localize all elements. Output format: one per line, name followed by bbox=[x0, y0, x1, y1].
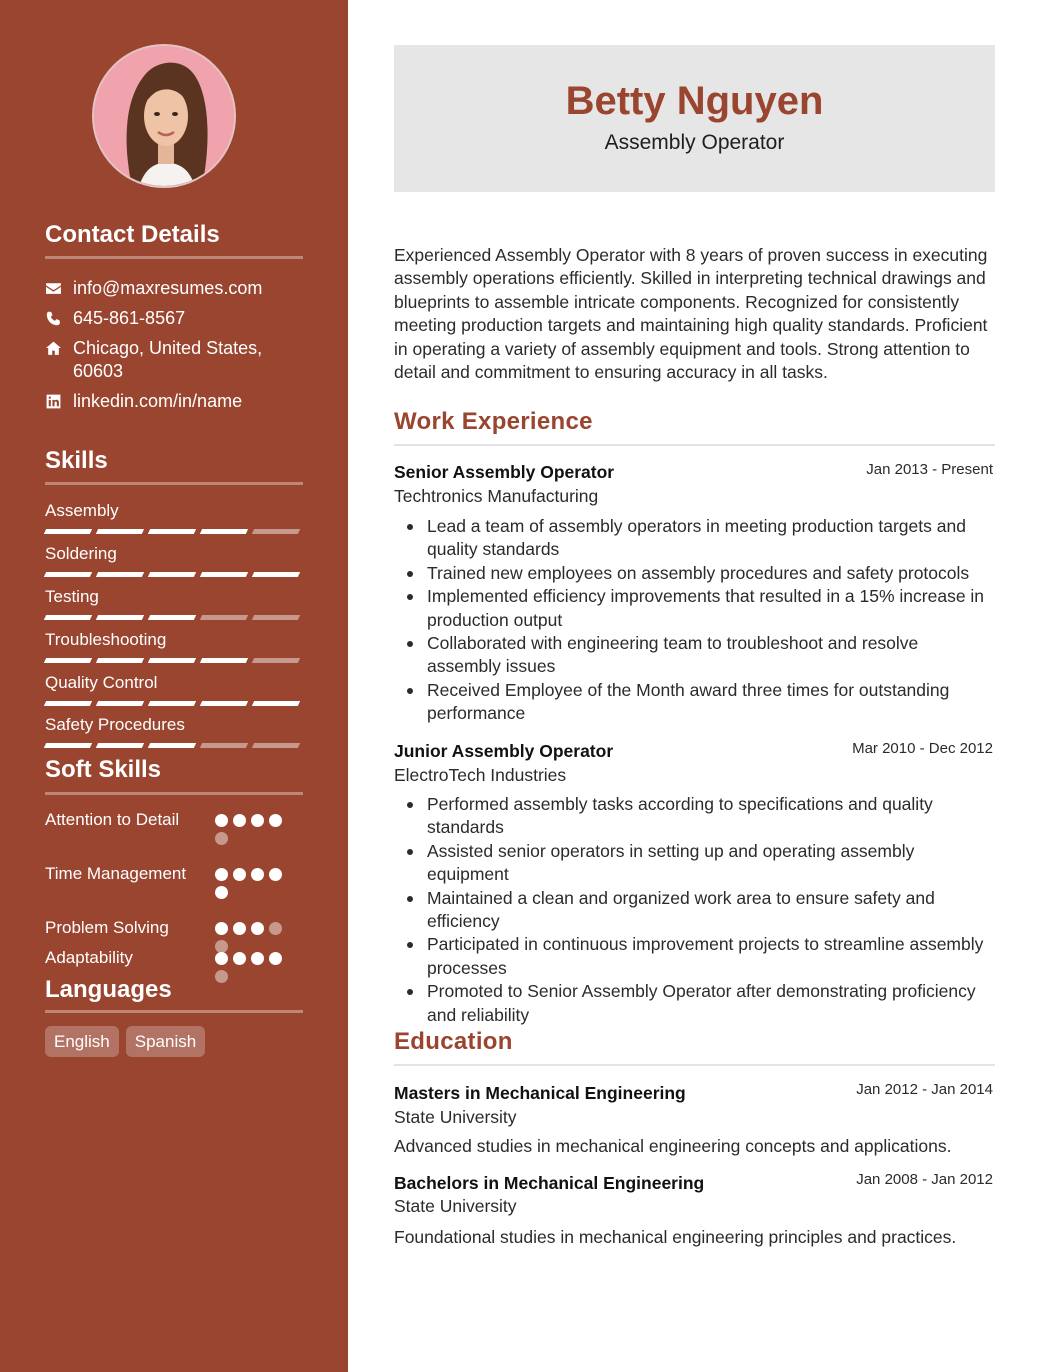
list-item: Implemented efficiency improvements that resulted in a 15% increase in production output bbox=[394, 585, 995, 632]
skill-item bbox=[45, 543, 303, 577]
email-text: info@maxresumes.com bbox=[73, 278, 263, 298]
home-icon bbox=[45, 337, 73, 360]
skill-bar-filled bbox=[96, 572, 144, 577]
work-divider bbox=[394, 444, 995, 446]
avatar bbox=[92, 44, 236, 188]
skill-bar-filled bbox=[44, 658, 92, 663]
rating-dot-empty bbox=[215, 832, 228, 845]
skill-bar-filled bbox=[148, 701, 196, 706]
skill-bar-filled bbox=[96, 743, 144, 748]
degree-dates: Jan 2008 - Jan 2012 bbox=[856, 1171, 993, 1188]
rating-dot-filled bbox=[251, 814, 264, 827]
soft-skill-rating bbox=[215, 946, 290, 983]
skill-bar-filled bbox=[148, 743, 196, 748]
skill-bar-filled bbox=[96, 529, 144, 534]
skill-name: Quality Control bbox=[45, 673, 158, 692]
skill-item bbox=[45, 629, 303, 663]
skill-bar-empty bbox=[252, 658, 300, 663]
degree-description: Advanced studies in mechanical engineering concepts and applications. bbox=[394, 1136, 952, 1156]
skill-name: Soldering bbox=[45, 544, 117, 563]
rating-dot-filled bbox=[215, 922, 228, 935]
languages-list bbox=[45, 1026, 205, 1057]
skill-bar-filled bbox=[44, 615, 92, 620]
linkedin-icon bbox=[45, 390, 73, 413]
skill-name: Assembly bbox=[45, 501, 119, 520]
contact-linkedin[interactable] bbox=[45, 390, 305, 413]
rating-dot-filled bbox=[251, 868, 264, 881]
skill-bar-filled bbox=[44, 701, 92, 706]
rating-dot-filled bbox=[233, 868, 246, 881]
rating-dot-filled bbox=[215, 814, 228, 827]
skill-bar-empty bbox=[252, 529, 300, 534]
skill-bar-filled bbox=[96, 615, 144, 620]
languages-divider bbox=[45, 1010, 303, 1013]
skill-level-bar bbox=[45, 572, 303, 577]
degree-title: Masters in Mechanical Engineering bbox=[394, 1083, 686, 1103]
skill-bar-empty bbox=[252, 615, 300, 620]
contact-phone[interactable] bbox=[45, 307, 305, 330]
soft-skill-name: Adaptability bbox=[45, 948, 133, 967]
skill-item bbox=[45, 500, 303, 534]
school-name: State University bbox=[394, 1196, 517, 1216]
list-item: Promoted to Senior Assembly Operator after demonstrating proficiency and reliability bbox=[394, 980, 995, 1027]
job-bullets bbox=[394, 515, 995, 726]
job-dates: Mar 2010 - Dec 2012 bbox=[852, 740, 993, 757]
degree-dates: Jan 2012 - Jan 2014 bbox=[856, 1081, 993, 1098]
job-title: Senior Assembly Operator bbox=[394, 462, 615, 482]
skill-bar-empty bbox=[200, 615, 248, 620]
job-title: Junior Assembly Operator bbox=[394, 741, 614, 761]
skill-bar-filled bbox=[148, 529, 196, 534]
skill-name: Safety Procedures bbox=[45, 715, 185, 734]
list-item: Lead a team of assembly operators in meeting production targets and quality standards bbox=[394, 515, 995, 562]
address-line2: 60603 bbox=[73, 361, 124, 381]
skill-bar-filled bbox=[44, 743, 92, 748]
skill-level-bar bbox=[45, 615, 303, 620]
rating-dot-filled bbox=[233, 952, 246, 965]
rating-dot-filled bbox=[215, 868, 228, 881]
candidate-role: Assembly Operator bbox=[604, 131, 785, 154]
phone-text: 645-861-8567 bbox=[73, 308, 186, 328]
rating-dot-filled bbox=[215, 952, 228, 965]
rating-dot-filled bbox=[215, 886, 228, 899]
skill-level-bar bbox=[45, 529, 303, 534]
address-line1: Chicago, United States, bbox=[73, 338, 263, 358]
education-divider bbox=[394, 1064, 995, 1066]
contact-email[interactable] bbox=[45, 277, 305, 300]
skills-divider bbox=[45, 482, 303, 485]
skill-bar-filled bbox=[200, 572, 248, 577]
skill-bar-filled bbox=[96, 658, 144, 663]
contact-address bbox=[45, 337, 305, 383]
linkedin-text: linkedin.com/in/name bbox=[73, 391, 243, 411]
skill-name: Testing bbox=[45, 587, 99, 606]
skill-bar-filled bbox=[148, 572, 196, 577]
work-section-title: Work Experience bbox=[394, 408, 593, 435]
profile-photo bbox=[94, 46, 236, 188]
profile-summary: Experienced Assembly Operator with 8 years of proven success in executing assembly operations efficiently. Skilled in interpreting technical drawings and blueprints to assemble intricate components. Recognized for consistently meeting production targets and maintaining high quality standards. Proficient in operating a variety of assembly equipment and tools. Strong attention to detail and commitment to ensuring accuracy in all tasks. bbox=[394, 245, 988, 383]
soft-skills-section-title: Soft Skills bbox=[45, 756, 162, 783]
phone-icon bbox=[45, 307, 73, 330]
job-company: ElectroTech Industries bbox=[394, 765, 567, 785]
skill-bar-filled bbox=[44, 529, 92, 534]
skill-name: Troubleshooting bbox=[45, 630, 167, 649]
skill-level-bar bbox=[45, 701, 303, 706]
rating-dot-filled bbox=[251, 922, 264, 935]
language-tag: English bbox=[45, 1026, 119, 1057]
soft-skill-name: Attention to Detail bbox=[45, 810, 180, 829]
rating-dot-filled bbox=[251, 952, 264, 965]
skill-bar-filled bbox=[252, 572, 300, 577]
skills-section-title: Skills bbox=[45, 447, 108, 474]
job-dates: Jan 2013 - Present bbox=[866, 461, 993, 478]
rating-dot-empty bbox=[215, 970, 228, 983]
sidebar bbox=[0, 0, 348, 1372]
skill-item bbox=[45, 586, 303, 620]
education-section-title: Education bbox=[394, 1028, 513, 1055]
envelope-icon bbox=[45, 277, 73, 300]
skill-bar-filled bbox=[148, 658, 196, 663]
skill-bar-empty bbox=[252, 743, 300, 748]
list-item: Performed assembly tasks according to specifications and quality standards bbox=[394, 793, 995, 840]
skill-bar-filled bbox=[200, 529, 248, 534]
school-name: State University bbox=[394, 1107, 517, 1127]
list-item: Collaborated with engineering team to troubleshoot and resolve assembly issues bbox=[394, 632, 995, 679]
skill-level-bar bbox=[45, 743, 303, 748]
rating-dot-filled bbox=[269, 868, 282, 881]
list-item: Received Employee of the Month award three times for outstanding performance bbox=[394, 679, 995, 726]
list-item: Trained new employees on assembly procedures and safety protocols bbox=[394, 562, 995, 585]
list-item: Assisted senior operators in setting up and operating assembly equipment bbox=[394, 840, 995, 887]
job-company: Techtronics Manufacturing bbox=[394, 486, 599, 506]
rating-dot-filled bbox=[269, 952, 282, 965]
job-bullets bbox=[394, 793, 995, 1027]
skill-bar-empty bbox=[200, 743, 248, 748]
degree-title: Bachelors in Mechanical Engineering bbox=[394, 1173, 705, 1193]
soft-skills-divider bbox=[45, 792, 303, 795]
degree-description: Foundational studies in mechanical engineering principles and practices. bbox=[394, 1227, 957, 1247]
contact-divider bbox=[45, 256, 303, 259]
list-item: Maintained a clean and organized work area to ensure safety and efficiency bbox=[394, 887, 995, 934]
skill-bar-filled bbox=[200, 701, 248, 706]
skill-bar-filled bbox=[200, 658, 248, 663]
soft-skill-name: Problem Solving bbox=[45, 918, 169, 937]
contact-section-title: Contact Details bbox=[45, 221, 220, 248]
skill-level-bar bbox=[45, 658, 303, 663]
language-tag: Spanish bbox=[126, 1026, 205, 1057]
soft-skill-name: Time Management bbox=[45, 864, 187, 883]
soft-skill-item bbox=[45, 808, 303, 845]
soft-skill-rating bbox=[215, 862, 290, 899]
rating-dot-filled bbox=[269, 814, 282, 827]
skill-bar-filled bbox=[44, 572, 92, 577]
skill-item bbox=[45, 672, 303, 706]
rating-dot-filled bbox=[233, 814, 246, 827]
languages-section-title: Languages bbox=[45, 976, 172, 1003]
rating-dot-filled bbox=[233, 922, 246, 935]
soft-skill-rating bbox=[215, 808, 290, 845]
skill-bar-filled bbox=[96, 701, 144, 706]
rating-dot-empty bbox=[269, 922, 282, 935]
name-header bbox=[394, 45, 995, 192]
skill-bar-filled bbox=[252, 701, 300, 706]
list-item: Participated in continuous improvement projects to streamline assembly processes bbox=[394, 933, 995, 980]
skill-item bbox=[45, 714, 303, 748]
soft-skill-item bbox=[45, 862, 303, 899]
candidate-name: Betty Nguyen bbox=[565, 79, 824, 123]
skill-bar-filled bbox=[148, 615, 196, 620]
